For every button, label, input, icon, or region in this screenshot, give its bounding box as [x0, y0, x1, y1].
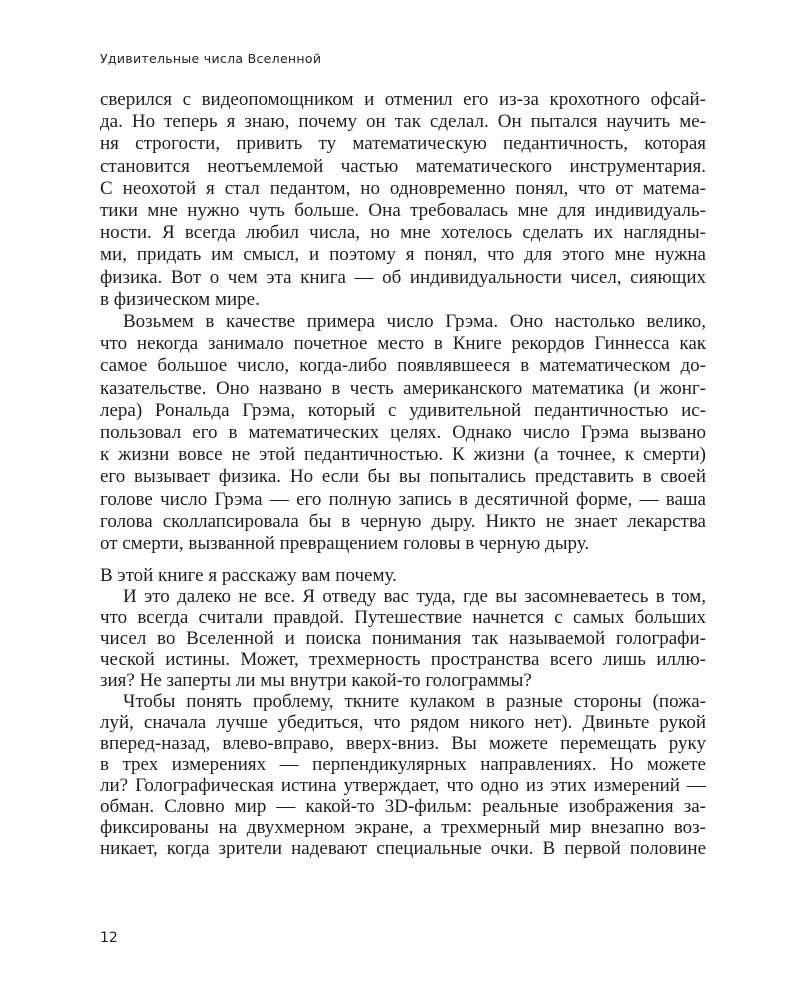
running-head: Удивительные числа Вселенной	[100, 51, 322, 66]
text-line: физика. Вот о чем эта книга — об индивидуальности чисел, сияющих	[100, 266, 706, 288]
text-line: ми, придать им смысл, и поэтому я понял, что для этого мне нужна	[100, 244, 706, 266]
text-line: луй, сначала лучше убедиться, что рядом никого нет). Двиньте рукой	[100, 712, 706, 733]
paragraph	[100, 586, 706, 691]
text-line: его вызывает физика. Но если бы вы попытались представить в своей	[100, 466, 706, 488]
text-line: Возьмем в качестве примера число Грэма. Оно настолько велико,	[123, 311, 706, 333]
text-line: ности. Я всегда любил числа, но мне хотелось сделать их наглядны-	[100, 222, 706, 244]
paragraph	[100, 565, 706, 586]
text-line: С неохотой я стал педантом, но одновременно понял, что от матема-	[100, 177, 706, 199]
text-line: И это далеко не все. Я отведу вас туда, где вы засомневаетесь в том,	[123, 586, 706, 607]
text-line: от смерти, вызванной превращением головы в черную дыру.	[100, 533, 590, 555]
text-line: становится неотъемлемой частью математического инструментария.	[100, 155, 706, 177]
text-line: в физическом мире.	[100, 288, 260, 310]
text-line: фиксированы на двухмерном экране, а трехмерный мир внезапно воз-	[100, 817, 706, 838]
text-line: да. Но теперь я знаю, почему он так сделал. Он пытался научить ме-	[100, 111, 706, 133]
text-line: никает, когда зрители надевают специальные очки. В первой половине	[100, 838, 706, 859]
text-line: ли? Голографическая истина утверждает, что одно из этих измерений —	[100, 775, 706, 796]
text-line: тики мне нужно чуть больше. Она требовалась мне для индивидуаль-	[100, 200, 706, 222]
text-section-2	[100, 565, 706, 859]
text-line: В этой книге я расскажу вам почему.	[100, 565, 397, 586]
text-line: что некогда занимало почетное место в Книге рекордов Гиннесса как	[100, 333, 706, 355]
text-line: ческой истины. Может, трехмерность пространства всего лишь иллю-	[100, 649, 706, 670]
paragraph	[100, 691, 706, 859]
text-line: зия? Не заперты ли мы внутри какой-то голограммы?	[100, 670, 532, 691]
text-line: обман. Словно мир — какой-то 3D-фильм: реальные изображения за-	[100, 796, 706, 817]
text-line: самое большое число, когда-либо появлявшееся в математическом до-	[100, 355, 706, 377]
text-line: голове число Грэма — его полную запись в десятичной форме, — ваша	[100, 488, 706, 510]
paragraph	[100, 311, 706, 555]
text-line: что всегда считали правдой. Путешествие начнется с самых больших	[100, 607, 706, 628]
text-line: пользовал его в математических целях. Однако число Грэма вызвано	[100, 422, 706, 444]
text-line: к жизни вовсе не этой педантичностью. К жизни (а точнее, к смерти)	[100, 444, 706, 466]
paragraph	[100, 89, 706, 311]
text-line: голова сколлапсировала бы в черную дыру. Никто не знает лекарства	[100, 510, 706, 532]
text-line: вперед-назад, влево-вправо, вверх-вниз. Вы можете перемещать руку	[100, 733, 706, 754]
text-section-1	[100, 89, 706, 555]
page-number: 12	[100, 930, 118, 946]
text-line: сверился с видеопомощником и отменил его из-за крохотного офсай-	[100, 89, 706, 110]
text-line: Чтобы понять проблему, ткните кулаком в разные стороны (пожа-	[123, 691, 706, 712]
text-line: казательстве. Оно названо в честь американского математика (и жонг-	[100, 377, 706, 399]
text-line: лера) Рональда Грэма, который с удивительной педантичностью ис-	[100, 399, 706, 421]
text-line: в трех измерениях — перпендикулярных направлениях. Но можете	[100, 754, 706, 775]
text-line: чисел во Вселенной и поиска понимания так называемой голографи-	[100, 628, 706, 649]
text-line: ня строгости, привить ту математическую педантичность, которая	[100, 133, 706, 155]
